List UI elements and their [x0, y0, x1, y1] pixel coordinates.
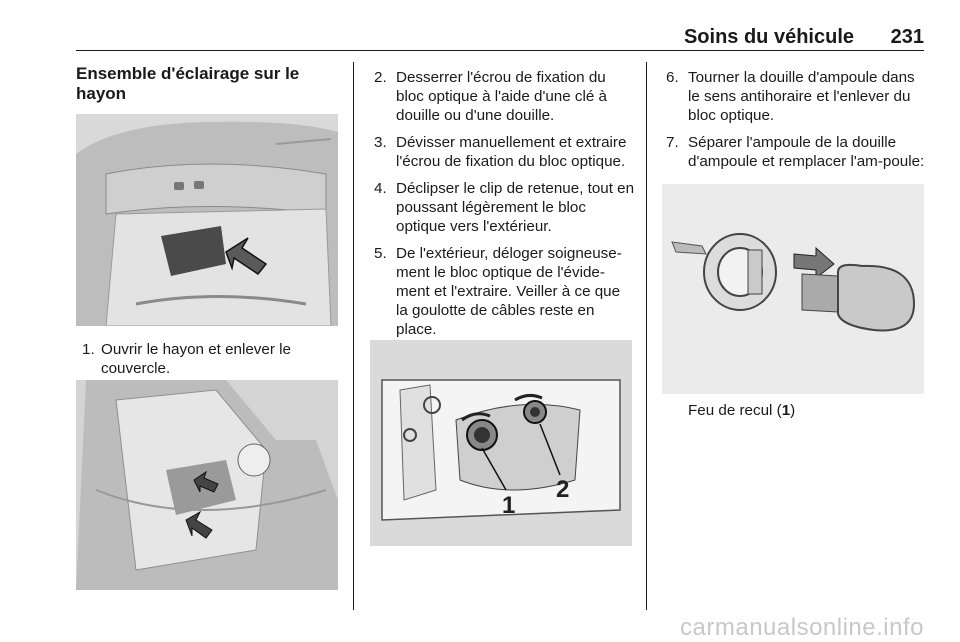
step-item: [374, 133, 636, 171]
column-divider: [646, 62, 647, 610]
caption-text: ): [790, 402, 796, 419]
light-unit-illustration: [370, 340, 632, 546]
step-number: 1.: [82, 341, 95, 358]
step-number: 4.: [374, 180, 387, 197]
figure-label: 2: [556, 476, 570, 503]
step-text: Desserrer l'écrou de fixation du bloc optique à l'aide d'une clé à douille ou d'une douille.: [396, 69, 607, 124]
step-number: 3.: [374, 134, 387, 151]
step-item: [666, 133, 928, 171]
cover-figure: [76, 380, 338, 590]
step-item: [374, 244, 636, 339]
step-text: Tourner la douille d'ampoule dans le sens antihoraire et l'enlever du bloc optique.: [688, 69, 915, 124]
step-text: Ouvrir le hayon et enlever le couvercle.: [101, 341, 291, 377]
step-text: Dévisser manuellement et extraire l'écrou de fixation du bloc optique.: [396, 134, 627, 170]
step-number: 7.: [666, 134, 679, 151]
step-list-middle: [374, 68, 636, 347]
tailgate-figure: [76, 114, 338, 326]
step-item: [374, 179, 636, 236]
section-title: Ensemble d'éclairage sur le hayon: [76, 64, 300, 103]
step-item: [76, 340, 338, 378]
caption-bold-number: 1: [781, 402, 791, 419]
step-number: 2.: [374, 69, 387, 86]
figure-label: 1: [502, 492, 516, 519]
page-title: Soins du véhicule: [683, 26, 854, 48]
tailgate-illustration: [76, 114, 338, 326]
step-text: Déclipser le clip de retenue, tout en poussant légèrement le bloc optique vers l'extérieur.: [396, 180, 635, 235]
figure-caption: [688, 402, 795, 419]
step-number: 6.: [666, 69, 679, 86]
step-item: [374, 68, 636, 125]
light-unit-figure: [370, 340, 632, 546]
step-text: Séparer l'ampoule de la douille d'ampoule et remplacer l'am-poule:: [688, 134, 925, 170]
bulb-figure: [662, 184, 924, 394]
column-divider: [353, 62, 354, 610]
bulb-illustration: [662, 184, 924, 394]
step-text: De l'extérieur, déloger soigneuse-ment le bloc optique de l'évide-ment et l'extraire. Veiller à ce que la goulotte de câbles reste en place.: [396, 245, 622, 338]
light-housing-illustration: [76, 380, 338, 590]
page-number: 231: [890, 26, 924, 48]
left-column: [76, 64, 338, 104]
page-header: [76, 26, 924, 51]
caption-text: Feu de recul (: [688, 402, 782, 419]
step-number: 5.: [374, 245, 387, 262]
watermark: carmanualsonline.info: [680, 614, 924, 641]
step-item: [666, 68, 928, 125]
step-list-right: [666, 68, 928, 179]
